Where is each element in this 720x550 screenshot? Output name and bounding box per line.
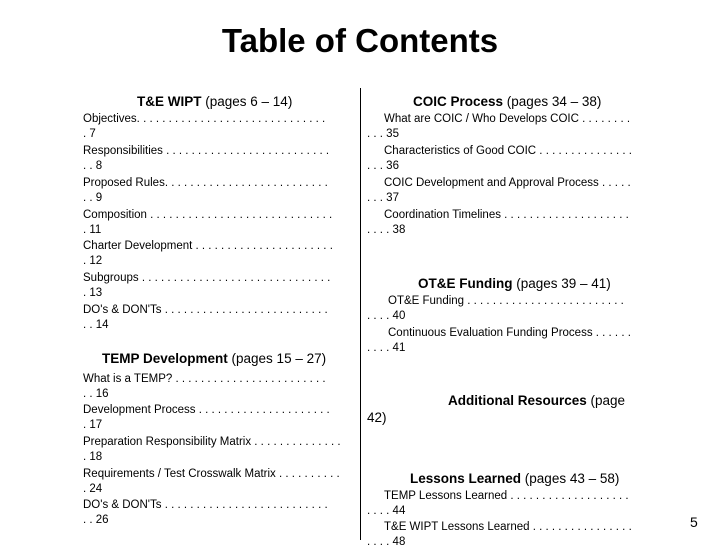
toc-entry-composition[interactable]: Composition . . . . . . . . . . . . . . . . . . . . . . . . . . . . .	[83, 209, 333, 221]
section-pages: (pages 43 – 58)	[521, 471, 620, 486]
toc-entry-page: . 11	[83, 224, 102, 236]
toc-entry-page: . 24	[83, 483, 103, 495]
toc-entry-preparation-matrix[interactable]: Preparation Responsibility Matrix . . . . . . . . . . . . . .	[83, 436, 341, 448]
toc-entry-page: . . 26	[83, 514, 109, 526]
toc-entry-page: . . 8	[83, 160, 103, 172]
toc-entry-responsibilities[interactable]: Responsibilities . . . . . . . . . . . . . . . . . . . . . . . . . .	[83, 145, 330, 157]
section-title: Additional Resources	[448, 393, 587, 408]
toc-entry-page: . 13	[83, 287, 103, 299]
section-heading-lessons-learned	[410, 471, 619, 486]
toc-entry-coic-development[interactable]: COIC Development and Approval Process . . . . .	[384, 177, 631, 189]
toc-entry-good-coic[interactable]: Characteristics of Good COIC . . . . . . . . . . . . . . .	[384, 145, 632, 157]
toc-entry-page: . . . . 38	[367, 224, 406, 236]
toc-entry-page: . 18	[83, 451, 103, 463]
column-divider	[360, 88, 361, 540]
section-title: TEMP Development	[102, 351, 228, 366]
toc-entry-twipt-lessons[interactable]: T&E WIPT Lessons Learned . . . . . . . . . . . . . . . .	[384, 521, 632, 533]
section-heading-additional-resources[interactable]	[448, 393, 625, 408]
toc-entry-page: . . . 35	[367, 128, 399, 140]
section-title: COIC Process	[413, 94, 504, 109]
toc-entry-page: . . . 36	[367, 160, 399, 172]
page-title: Table of Contents	[221, 22, 499, 59]
section-pages: (pages 39 – 41)	[512, 276, 611, 291]
section-title: Lessons Learned	[410, 471, 522, 486]
toc-entry-what-are-coic[interactable]: What are COIC / Who Develops COIC . . . . . . . .	[384, 113, 631, 125]
section-title: T&E WIPT	[137, 94, 202, 109]
toc-entry-page: . . . 37	[367, 192, 399, 204]
toc-entry-page: . 12	[83, 255, 103, 267]
toc-entry-crosswalk-matrix[interactable]: Requirements / Test Crosswalk Matrix . . . . . . . . . .	[83, 468, 340, 480]
toc-entry-page: . . 9	[83, 192, 103, 204]
toc-entry-coordination-timelines[interactable]: Coordination Timelines . . . . . . . . . . . . . . . . . . . .	[384, 209, 629, 221]
toc-entry-page: . . 16	[83, 388, 109, 400]
section-heading-temp-development	[102, 351, 326, 366]
section-heading-ote-funding	[418, 276, 611, 291]
section-title: OT&E Funding	[418, 276, 513, 291]
toc-entry-page: . . . . 44	[367, 505, 406, 517]
toc-entry-page: . . . . 40	[367, 310, 406, 322]
toc-entry-development-process[interactable]: Development Process . . . . . . . . . . . . . . . . . . . . .	[83, 404, 330, 416]
section-pages: (page	[586, 393, 626, 408]
toc-entry-page: . . . . 48	[367, 536, 406, 548]
section-pages: (pages 34 – 38)	[503, 94, 602, 109]
toc-entry-continuous-evaluation[interactable]: Continuous Evaluation Funding Process . . . . . .	[388, 327, 631, 339]
toc-entry-proposed-rules[interactable]: Proposed Rules. . . . . . . . . . . . . . . . . . . . . . . . . .	[83, 177, 328, 189]
toc-entry-page: . 17	[83, 419, 103, 431]
toc-entry-page: . . 14	[83, 319, 109, 331]
section-pages-continued: 42)	[367, 410, 387, 425]
toc-entry-page: . 7	[83, 128, 96, 140]
toc-entry-objectives[interactable]: Objectives. . . . . . . . . . . . . . . . . . . . . . . . . . . . . .	[83, 113, 326, 125]
toc-entry-dos-donts[interactable]: DO's & DON'Ts . . . . . . . . . . . . . . . . . . . . . . . . . .	[83, 304, 328, 316]
toc-entry-temp-lessons[interactable]: TEMP Lessons Learned . . . . . . . . . . . . . . . . . . .	[384, 490, 629, 502]
toc-entry-page: . . . . 41	[367, 342, 406, 354]
page-number: 5	[690, 514, 698, 530]
toc-entry-temp-dos-donts[interactable]: DO's & DON'Ts . . . . . . . . . . . . . . . . . . . . . . . . . .	[83, 499, 328, 511]
section-pages: (pages 6 – 14)	[201, 94, 293, 109]
section-heading-coic-process	[413, 94, 601, 109]
section-pages: (pages 15 – 27)	[227, 351, 327, 366]
toc-entry-charter-development[interactable]: Charter Development . . . . . . . . . . . . . . . . . . . . . .	[83, 240, 333, 252]
toc-entry-subgroups[interactable]: Subgroups . . . . . . . . . . . . . . . . . . . . . . . . . . . . . .	[83, 272, 331, 284]
section-heading-te-wipt	[137, 94, 292, 109]
toc-entry-what-is-temp[interactable]: What is a TEMP? . . . . . . . . . . . . . . . . . . . . . . . .	[83, 373, 326, 385]
toc-entry-ote-funding[interactable]: OT&E Funding . . . . . . . . . . . . . . . . . . . . . . . . .	[388, 295, 624, 307]
